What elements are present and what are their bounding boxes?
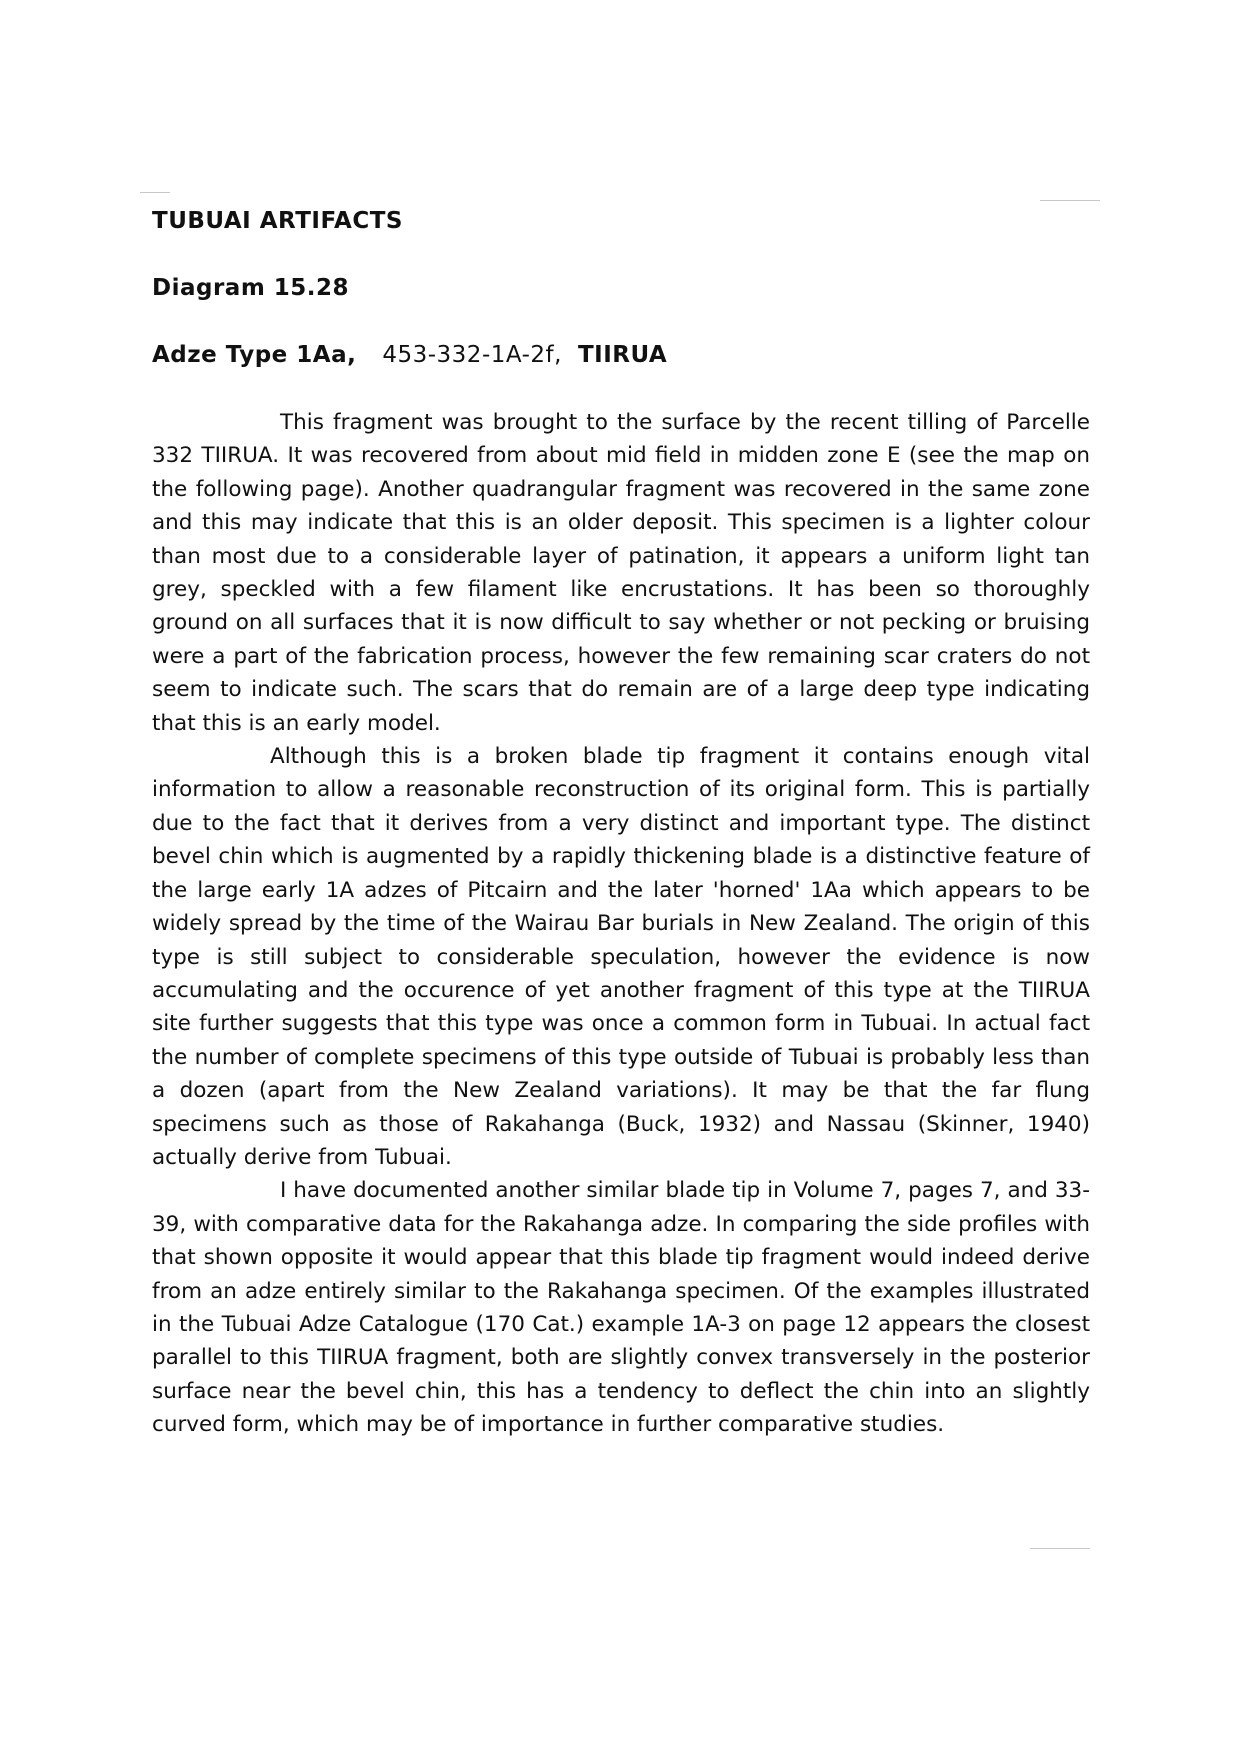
- paragraph: Although this is a broken blade tip fragment it contains enough vital information to allow a reasonable reconstruction of its original form. This is partially due to the fact that it derives from a very distinct and important type. The distinct bevel chin which is augmented by a rapidly thickening blade is a distinctive feature of the large early 1A adzes of Pitcairn and the later 'horned' 1Aa which appears to be widely spread by the time of the Wairau Bar burials in New Zealand. The origin of this type is still subject to considerable speculation, however the evidence is now accumulating and the occurence of yet another fragment of this type at the TIIRUA site further suggests that this type was once a common form in Tubuai. In actual fact the number of complete specimens of this type outside of Tubuai is probably less than a dozen (apart from the New Zealand variations). It may be that the far flung specimens such as those of Rakahanga (Buck, 1932) and Nassau (Skinner, 1940) actually derive from Tubuai.: [152, 744, 1090, 1170]
- body-text: [152, 406, 1090, 1442]
- scan-speck: [140, 192, 170, 193]
- document-title: TUBUAI ARTIFACTS: [152, 208, 403, 234]
- scan-speck: [1040, 200, 1100, 201]
- paragraph: This fragment was brought to the surface by the recent tilling of Parcelle 332 TIIRUA. It was recovered from about mid field in midden zone E (see the map on the following page). Another quadrangular fragment was recovered in the same zone and this may indicate that this is an older deposit. This specimen is a lighter colour than most due to a considerable layer of patination, it appears a uniform light tan grey, speckled with a few filament like encrustations. It has been so thoroughly ground on all surfaces that it is now difficult to say whether or not pecking or bruising were a part of the fabrication process, however the few remaining scar craters do not seem to indicate such. The scars that do remain are of a large deep type indicating that this is an early model.: [152, 410, 1090, 736]
- adze-heading: [152, 342, 667, 368]
- catalogue-number: 453-332-1A-2f,: [382, 342, 562, 368]
- paragraph: I have documented another similar blade tip in Volume 7, pages 7, and 33-39, with comparative data for the Rakahanga adze. In comparing the side profiles with that shown opposite it would appear that this blade tip fragment would indeed derive from an adze entirely similar to the Rakahanga specimen. Of the examples illustrated in the Tubuai Adze Catalogue (170 Cat.) example 1A-3 on page 12 appears the closest parallel to this TIIRUA fragment, both are slightly convex transversely in the posterior surface near the bevel chin, this has a tendency to deflect the chin into an slightly curved form, which may be of importance in further comparative studies.: [152, 1178, 1090, 1438]
- site-name: TIIRUA: [577, 342, 668, 368]
- adze-type: Adze Type 1Aa,: [152, 342, 357, 368]
- diagram-number: Diagram 15.28: [152, 275, 350, 301]
- scan-speck: [1030, 1548, 1090, 1549]
